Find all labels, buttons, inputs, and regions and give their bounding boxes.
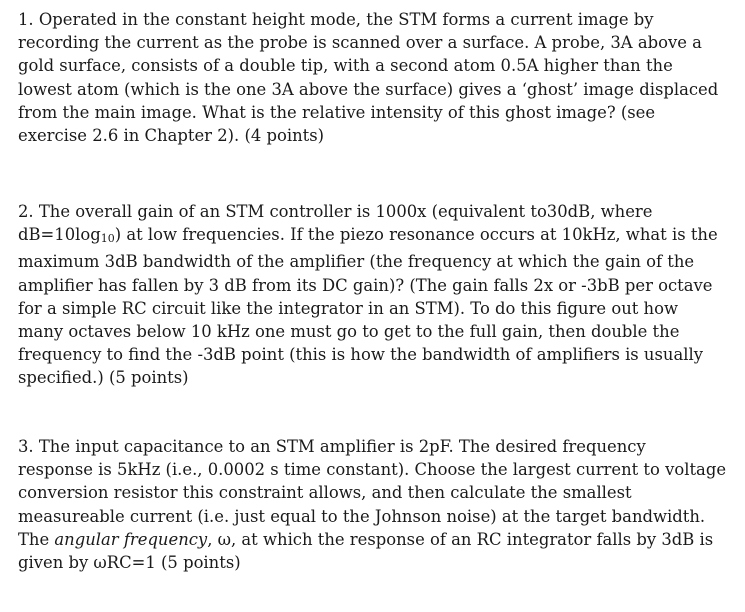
- problem-2: [18, 200, 738, 390]
- problem-1-line: gold surface, consists of a double tip, with a second atom 0.5A higher than the: [18, 56, 673, 76]
- problem-2-line: many octaves below 10 kHz one must go to get to the full gain, then double the: [18, 322, 680, 342]
- problem-1-line: exercise 2.6 in Chapter 2). (4 points): [18, 126, 325, 146]
- problem-2-line: 2. The overall gain of an STM controller is 1000x (equivalent to30dB, where: [18, 202, 653, 221]
- problem-3: [18, 435, 738, 574]
- problem-2-line: frequency to find the -3dB point (this is how the bandwidth of amplifiers is usually: [18, 345, 703, 365]
- problem-2-line: amplifier has fallen by 3 dB from its DC gain)? (The gain falls 2x or -3bB per octave: [18, 275, 713, 295]
- problem-3-line: given by ωRC=1 (5 points): [18, 553, 241, 573]
- problem-1-line: from the main image. What is the relative intensity of this ghost image? (see: [18, 102, 656, 122]
- angular-frequency-term: angular frequency: [54, 529, 208, 549]
- problem-3-line: [18, 528, 738, 551]
- problem-1: [18, 8, 738, 147]
- problem-1-line: recording the current as the probe is scanned over a surface. A probe, 3A above a: [18, 33, 702, 53]
- problem-2-line-text: ) at low frequencies. If the piezo resonance occurs at 10kHz, what is the: [114, 225, 718, 245]
- problem-3-line: 3. The input capacitance to an STM amplifier is 2pF. The desired frequency: [18, 437, 646, 456]
- db-formula-text: dB=10log: [18, 225, 101, 245]
- problem-1-line: 1. Operated in the constant height mode, the STM forms a current image by: [18, 10, 654, 29]
- problem-3-line-text: , ω, at which the response of an RC integrator falls by 3dB is: [207, 529, 714, 549]
- problem-2-line: specified.) (5 points): [18, 368, 189, 388]
- problem-2-line: maximum 3dB bandwidth of the amplifier (the frequency at which the gain of the: [18, 252, 695, 272]
- problem-3-line: response is 5kHz (i.e., 0.0002 s time constant). Choose the largest current to voltage: [18, 460, 727, 480]
- problem-3-line-text: The: [18, 529, 55, 549]
- problem-2-line: for a simple RC circuit like the integrator in an STM). To do this figure out how: [18, 298, 679, 318]
- problem-2-line: [18, 223, 738, 250]
- problem-3-line: measureable current (i.e. just equal to the Johnson noise) at the target bandwidth.: [18, 506, 706, 526]
- problem-3-line: conversion resistor this constraint allows, and then calculate the smallest: [18, 483, 632, 503]
- problem-1-line: lowest atom (which is the one 3A above the surface) gives a ‘ghost’ image displaced: [18, 79, 719, 99]
- log-base-subscript: 10: [100, 232, 115, 246]
